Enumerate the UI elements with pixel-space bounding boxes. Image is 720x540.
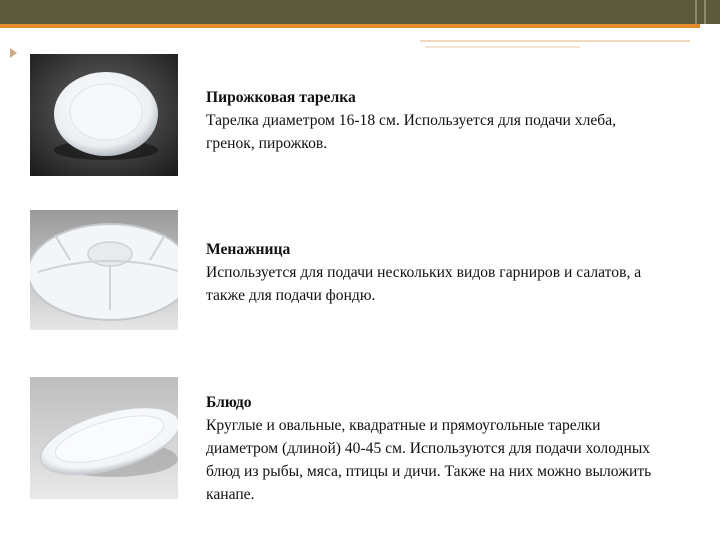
oval-platter-photo — [30, 377, 178, 499]
item-divided-plate — [206, 238, 666, 307]
item-description: Используется для подачи нескольких видов гарниров и салатов, а также для подачи фондю. — [206, 264, 642, 304]
corner-decoration — [690, 0, 720, 24]
divided-plate-photo — [30, 210, 178, 332]
item-oval-platter — [206, 391, 666, 506]
decorative-line — [420, 40, 690, 42]
decorative-line — [425, 46, 580, 48]
item-description: Тарелка диаметром 16-18 см. Используется для подачи хлеба, гренок, пирожков. — [206, 112, 617, 152]
item-bread-plate — [206, 86, 666, 155]
slide-top-bar — [0, 0, 720, 24]
item-description: Круглые и овальные, квадратные и прямоугольные тарелки диаметром (длиной) 40-45 см. Используются для подачи холодных блюд из рыбы, мяса, птицы и дичи. Также на них можно выложить канапе. — [206, 417, 652, 503]
slide-accent-line — [0, 24, 700, 28]
item-title: Менажница — [206, 241, 291, 258]
item-title: Блюдо — [206, 394, 252, 411]
bread-plate-photo — [30, 54, 178, 176]
item-title: Пирожковая тарелка — [206, 89, 356, 106]
slide-arrow-icon — [10, 48, 17, 58]
